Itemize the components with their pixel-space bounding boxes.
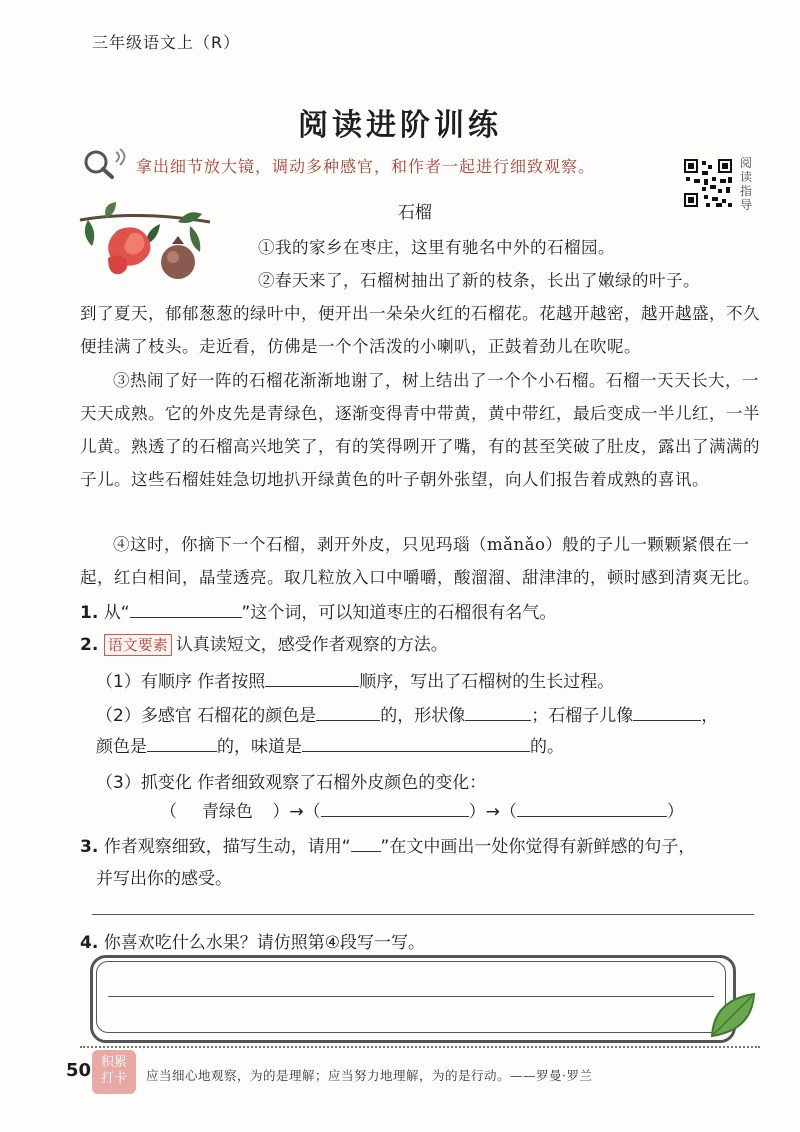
color-change-sequence: [160, 797, 684, 822]
q2-2-g: 的。: [530, 737, 564, 757]
reading-guide-label: 阅读指导: [740, 156, 753, 212]
q2-2-blank-4[interactable]: [147, 734, 217, 752]
language-element-tag: 语文要素: [104, 634, 172, 656]
question-1-suffix: ”这个词，可以知道枣庄的石榴很有名气。: [241, 603, 557, 623]
q2-2-blank-3[interactable]: [633, 703, 701, 721]
paragraph-3: ③热闹了好一阵的石榴花渐渐地谢了，树上结出了一个个小石榴。石榴一天天长大，一天天成熟。它的外皮先是青绿色，逐渐变得青中带黄，黄中带红，最后变成一半儿红，一半儿黄。熟透了的石榴高兴地笑了，有的笑得咧开了嘴，有的甚至笑破了肚皮，露出了满满的子儿。这些石榴娃娃急切地扒开绿黄色的叶子朝外张望，向人们报告着成熟的喜讯。: [80, 371, 760, 489]
footer-divider: [80, 1046, 760, 1048]
question-4-number: 4.: [80, 933, 99, 953]
question-2-2: [96, 701, 718, 726]
question-2-3: （3）抓变化 作者细致观察了石榴外皮颜色的变化：: [96, 773, 487, 793]
question-3-answer-line[interactable]: [92, 914, 754, 915]
paragraph-1: ①我的家乡在枣庄，这里有驰名中外的石榴园。: [258, 238, 615, 257]
q2-1-suffix: 顺序，写出了石榴树的生长过程。: [359, 672, 615, 692]
q2-2-blank-2[interactable]: [465, 703, 531, 721]
sequence-open: （: [160, 802, 177, 822]
question-2: [80, 630, 448, 656]
question-3-text-b: ”在文中画出一处你觉得有新鲜感的句子，: [380, 837, 696, 857]
sequence-close: ）: [666, 802, 684, 822]
book-label: 三年级语文上（R）: [92, 33, 241, 52]
writing-line-1[interactable]: [108, 996, 714, 997]
question-2-text: 认真读短文，感受作者观察的方法。: [175, 635, 448, 655]
q2-2-blank-1[interactable]: [316, 703, 380, 721]
sequence-arrow-2: ）→（: [468, 802, 517, 822]
sequence-blank-1[interactable]: [321, 799, 469, 817]
sequence-given-color: 青绿色: [201, 802, 253, 822]
q2-2-b: 的，形状像: [380, 706, 466, 726]
question-1-blank[interactable]: [130, 600, 242, 618]
passage-title: 石榴: [398, 203, 432, 223]
question-2-number: 2.: [80, 635, 99, 655]
question-2-1: [96, 667, 614, 692]
q2-2-blank-5[interactable]: [302, 734, 530, 752]
magnifier-icon: [78, 146, 132, 180]
badge-line-2: 打卡: [100, 1071, 127, 1086]
question-1-prefix: 从“: [103, 603, 130, 623]
q2-2-f: 的，味道是: [217, 737, 302, 757]
q2-2-a: （2）多感官 石榴花的颜色是: [96, 706, 317, 726]
q2-2-c: ；石榴子儿像: [531, 706, 634, 726]
question-4-text: 你喜欢吃什么水果？请仿照第④段写一写。: [103, 933, 425, 953]
question-1-number: 1.: [80, 603, 99, 623]
question-3: [80, 832, 770, 857]
question-3-text-a: 作者观察细致，描写生动，请用“: [103, 837, 351, 857]
paragraph-2-start: ②春天来了，石榴树抽出了新的枝条，长出了嫩绿的叶子。: [258, 271, 700, 290]
question-3-underline-sample: [351, 834, 381, 852]
accumulate-badge: [92, 1050, 136, 1094]
paragraph-4: ④这时，你摘下一个石榴，剥开外皮，只见玛瑙（mǎnǎo）般的子儿一颗颗紧偎在一起，红白相间，晶莹透亮。取几粒放入口中嚼嚼，酸溜溜、甜津津的，顿时感到清爽无比。: [80, 535, 760, 587]
badge-line-1: 积累: [100, 1055, 127, 1070]
question-3-number: 3.: [80, 837, 99, 857]
page-number: 50: [66, 1060, 92, 1081]
question-1: [80, 598, 556, 623]
pomegranate-illustration: [78, 200, 213, 290]
leaf-icon: [708, 990, 758, 1040]
footer-quote: 应当细心地观察，为的是理解；应当努力地理解，为的是行动。——罗曼·罗兰: [146, 1068, 593, 1083]
q2-1-blank[interactable]: [265, 669, 359, 687]
reading-tip: 拿出细节放大镜，调动多种感官，和作者一起进行细致观察。: [136, 157, 596, 176]
writing-box[interactable]: [96, 961, 726, 1033]
q2-2-d: ，: [701, 706, 719, 726]
question-4: [80, 928, 425, 953]
q2-1-prefix: （1）有顺序 作者按照: [96, 672, 266, 692]
q2-2-e: 颜色是: [96, 737, 147, 757]
paragraph-2-rest: 到了夏天，郁郁葱葱的绿叶中，便开出一朵朵火红的石榴花。花越开越密，越开越盛，不久便挂满了枝头。走近看，仿佛是一个个活泼的小喇叭，正鼓着劲儿在吹呢。: [80, 304, 760, 356]
qr-code-icon[interactable]: [682, 157, 734, 209]
question-2-2-cont: [96, 732, 564, 757]
sequence-blank-2[interactable]: [517, 799, 667, 817]
sequence-arrow-1: ）→（: [272, 802, 321, 822]
page-title: 阅读进阶训练: [298, 108, 502, 143]
question-3-cont: 并写出你的感受。: [96, 869, 232, 889]
